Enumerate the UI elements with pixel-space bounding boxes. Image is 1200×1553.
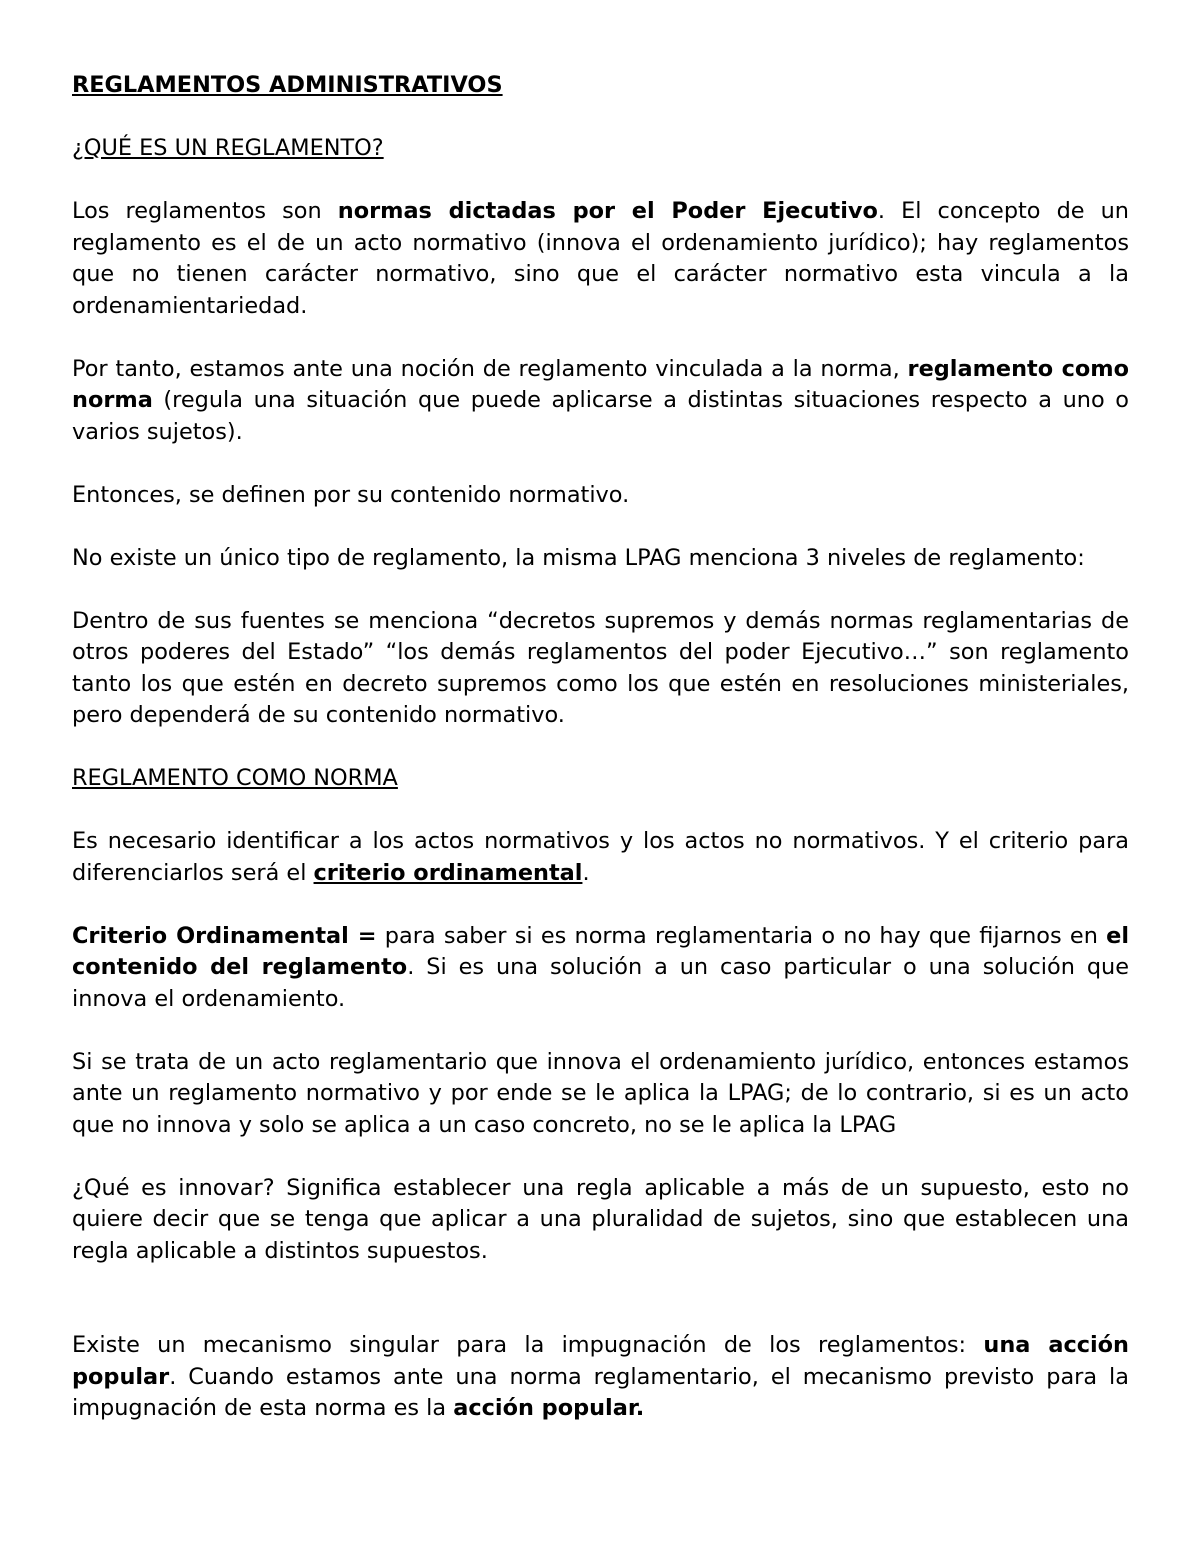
paragraph-innovar: ¿Qué es innovar? Significa establecer una regla aplicable a más de un supuesto, esto no quiere decir que se tenga que aplicar a una pluralidad de sujetos, sino que establecen una regla aplicable a distintos supuestos.	[72, 1174, 1129, 1264]
p10-bold-text-1: una acción popular	[72, 1332, 1129, 1390]
p7-text-middle: para saber si es norma reglamentaria o no hay que fijarnos en	[376, 922, 1107, 949]
p2-text-before: Por tanto, estamos ante una noción de reglamento vinculada a la norma,	[72, 355, 908, 382]
paragraph-accion-popular	[72, 1330, 1129, 1425]
p2-bold-text: reglamento como norma	[72, 355, 1129, 413]
section-heading	[72, 763, 1129, 795]
p2-text-after: (regula una situación que puede aplicarse a distintas situaciones respecto a uno o varios sujetos).	[72, 387, 1129, 445]
p10-bold-text-2: acción popular.	[453, 1395, 645, 1421]
p7-text-after: . Si es una solución a un caso particular o una solución que innova el ordenamiento.	[72, 954, 1129, 1012]
p1-bold-text: normas dictadas por el Poder Ejecutivo	[337, 198, 878, 224]
p7-bold-label: Criterio Ordinamental =	[72, 922, 377, 949]
paragraph-identificar	[72, 826, 1129, 889]
p6-text-before: Es necesario identificar a los actos normativos y los actos no normativos. Y el criterio para diferenciarlos será el	[72, 828, 1129, 886]
p1-text-after: . El concepto de un reglamento es el de un acto normativo (innova el ordenamiento jurídico); hay reglamentos que no tienen carácter normativo, sino que el carácter normativo esta vincula a la ordenamientariedad.	[72, 198, 1129, 319]
title-text: REGLAMENTOS ADMINISTRATIVOS	[72, 72, 503, 98]
paragraph-fuentes: Dentro de sus fuentes se menciona “decretos supremos y demás normas reglamentarias de otros poderes del Estado” “los demás reglamentos del poder Ejecutivo…” son reglamento tanto los que estén en decreto supremos como los que estén en resoluciones ministeriales, pero dependerá de su contenido normativo.	[72, 607, 1129, 728]
paragraph-contenido: Entonces, se definen por su contenido normativo.	[72, 481, 630, 508]
p6-bold-underline-text: criterio ordinamental	[313, 859, 583, 886]
p7-bold-text: el contenido del reglamento	[72, 922, 1130, 980]
p10-text-middle: . Cuando estamos ante una norma reglamentario, el mecanismo previsto para la impugnación de esta norma es la	[72, 1363, 1129, 1421]
section-heading-text: REGLAMENTO COMO NORMA	[72, 765, 398, 791]
document-title	[72, 70, 1129, 102]
p10-text-before: Existe un mecanismo singular para la impugnación de los reglamentos:	[72, 1332, 984, 1358]
paragraph-niveles: No existe un único tipo de reglamento, la misma LPAG menciona 3 niveles de reglamento:	[72, 544, 1085, 571]
paragraph-acto-reglamentario: Si se trata de un acto reglamentario que innova el ordenamiento jurídico, entonces estamos ante un reglamento normativo y por ende se le aplica la LPAG; de lo contrario, si es un acto que no innova y solo se aplica a un caso concreto, no se le aplica la LPAG	[72, 1048, 1129, 1138]
p1-text-before: Los reglamentos son	[72, 198, 338, 224]
p6-text-after: .	[582, 859, 590, 886]
paragraph-definition	[72, 196, 1129, 322]
paragraph-criterio	[72, 921, 1129, 1016]
question-heading	[72, 133, 1129, 165]
paragraph-reglamento-norma	[72, 354, 1129, 449]
document-page	[72, 70, 1129, 1456]
question-heading-text: ¿QUÉ ES UN REGLAMENTO?	[72, 135, 384, 161]
